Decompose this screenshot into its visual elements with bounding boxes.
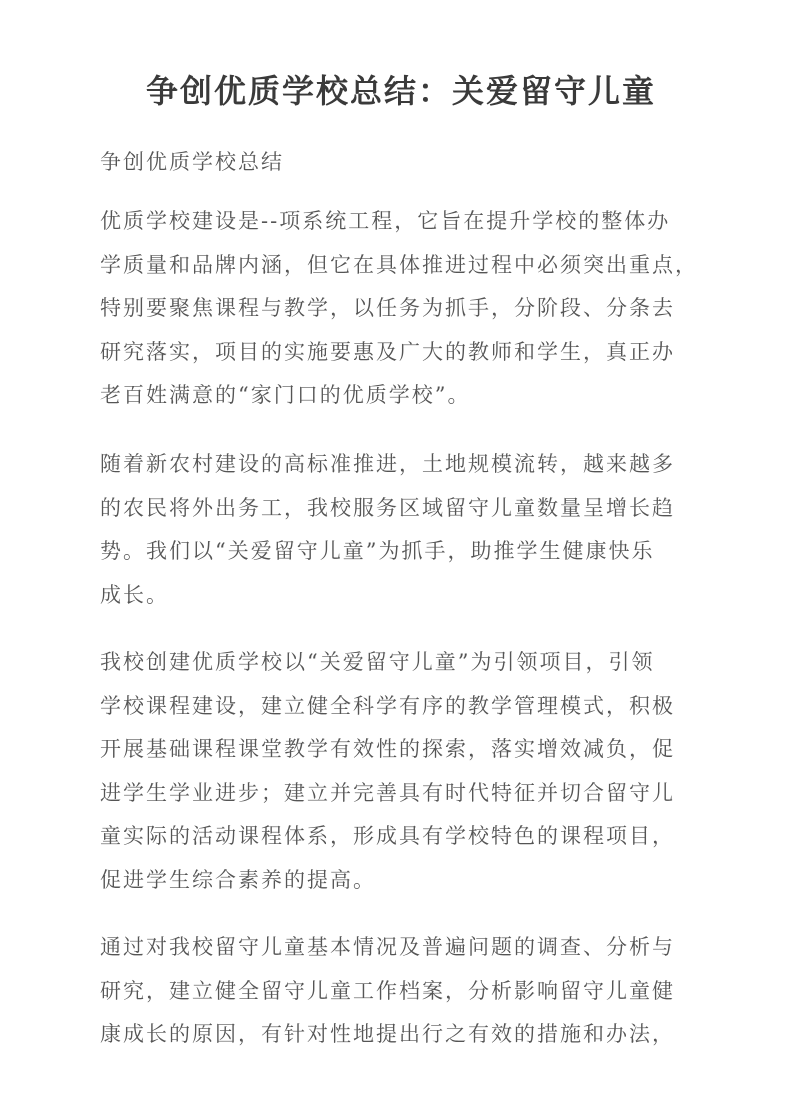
paragraph-line: 开展基础课程课堂教学有效性的探索，落实增效减负，促 [100, 737, 675, 761]
paragraph-2 [100, 443, 675, 617]
paragraph-line: 的农民将外出务工，我校服务区域留守儿童数量呈增长趋 [100, 495, 675, 520]
paragraph-line: 成长。 [100, 582, 169, 607]
paragraph-line: 研究，建立健全留守儿童工作档案，分析影响留守儿童健 [100, 978, 675, 1003]
paragraph-3 [100, 641, 675, 902]
paragraph-line: 势。我们以“关爱留守儿童”为抓手，助推学生健康快乐 [100, 539, 655, 563]
paragraph-line: 优质学校建设是--项系统工程，它旨在提升学校的整体办 [100, 209, 671, 233]
paragraph-line: 学质量和品牌内涵，但它在具体推进过程中必须突出重点， [100, 252, 698, 277]
page-subtitle: 争创优质学校总结 [100, 150, 284, 174]
paragraph-line: 老百姓满意的“家门口的优质学校”。 [100, 383, 471, 407]
paragraph-line: 康成长的原因，有针对性地提出行之有效的措施和办法， [100, 1022, 675, 1046]
paragraph-line: 童实际的活动课程体系，形成具有学校特色的课程项目， [100, 824, 675, 848]
paragraph-line: 研究落实，项目的实施要惠及广大的教师和学生，真正办 [100, 339, 675, 364]
paragraph-line: 通过对我校留守儿童基本情况及普遍问题的调查、分析与 [100, 935, 675, 959]
paragraph-line: 进学生学业进步；建立并完善具有时代特征并切合留守儿 [100, 780, 675, 805]
paragraph-line: 随着新农村建设的高标准推进，土地规模流转，越来越多 [100, 452, 675, 476]
paragraph-line: 学校课程建设，建立健全科学有序的教学管理模式，积极 [100, 693, 675, 718]
paragraph-line: 特别要聚焦课程与教学，以任务为抓手，分阶段、分条去 [100, 296, 675, 320]
paragraph-1 [100, 200, 698, 418]
paragraph-line: 促进学生综合素养的提高。 [100, 867, 376, 892]
page-title: 争创优质学校总结：关爱留守儿童 [145, 72, 656, 110]
paragraph-line: 我校创建优质学校以“关爱留守儿童”为引领项目，引领 [100, 650, 655, 674]
paragraph-4 [100, 926, 675, 1057]
